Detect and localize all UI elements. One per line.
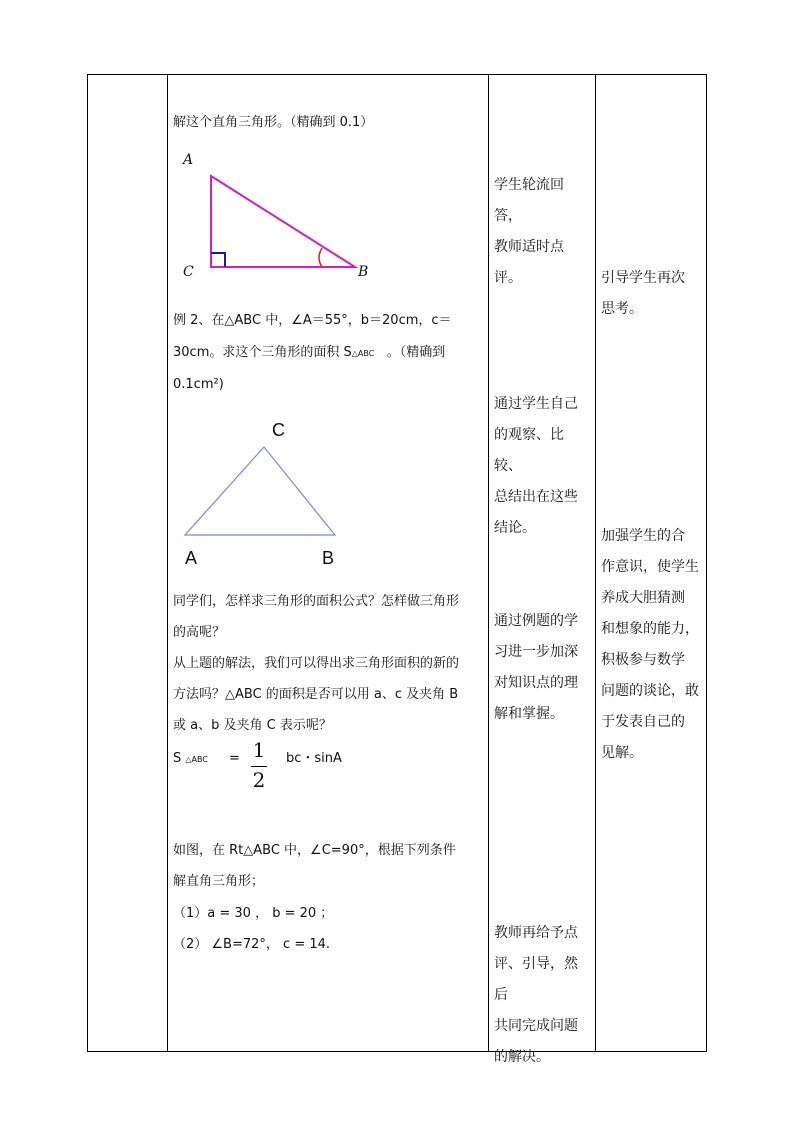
triangle2-label-b: B (322, 548, 335, 568)
col3-block4-line: 评、引导，然后 (494, 956, 578, 1003)
col3-block3-line: 对知识点的理 (494, 675, 578, 691)
col3-block1 (494, 170, 590, 294)
formula-equals: = (229, 751, 240, 766)
col4-block2-line: 养成大胆猜测 (601, 590, 685, 606)
col4-block1-line: 引导学生再次 (601, 270, 685, 286)
col3-block4-line: 的解决。 (494, 1049, 550, 1065)
col3-block1-line: 学生轮流回答， (494, 177, 564, 224)
table-top-border (87, 74, 707, 75)
col4-block2-line: 作意识，使学生 (601, 559, 699, 575)
col3-block4-line: 共同完成问题 (494, 1018, 578, 1034)
triangle2-figure (180, 440, 345, 540)
right-triangle-figure (170, 150, 390, 285)
table-col-border-1 (87, 74, 88, 1052)
angle-b-arc (319, 248, 322, 267)
col4-block1-line: 思考。 (601, 301, 643, 317)
question-line1: 同学们，怎样求三角形的面积公式？怎样做三角形 (173, 594, 460, 609)
col4-block2-line: 问题的谈论，敢 (601, 683, 699, 699)
col3-block2 (494, 389, 590, 544)
table-bottom-border (87, 1051, 707, 1052)
formula-s-letter: S (173, 751, 182, 766)
col3-block2-line: 通过学生自己 (494, 396, 578, 412)
example2-line1: 例 2、在△ABC 中，∠A＝55°，b＝20cm，c＝ (173, 313, 452, 328)
triangle2-label-c: C (272, 420, 285, 440)
col4-block2-line: 于发表自己的 (601, 714, 685, 730)
right-triangle-shape (211, 176, 355, 267)
col3-block4 (494, 918, 590, 1073)
question-line3: 从上题的解法，我们可以得出求三角形面积的新的 (173, 656, 460, 671)
exercise-item1: （1）a = 30 ， b = 20 ； (173, 906, 334, 921)
triangle1-label-b: B (358, 264, 369, 280)
formula-numerator: 1 (252, 738, 266, 762)
triangle1-label-a: A (183, 152, 194, 168)
right-angle-mark (211, 253, 225, 267)
formula-denominator: 2 (252, 768, 266, 792)
question-line4: 方法吗？△ABC 的面积是否可以用 a、c 及夹角 B (173, 687, 459, 702)
col4-block1 (601, 263, 701, 325)
triangle2-shape (185, 447, 335, 535)
formula-s (173, 743, 208, 776)
col4-block2-line: 积极参与数学 (601, 652, 685, 668)
triangle1-label-c: C (183, 264, 194, 280)
col4-block2 (601, 521, 701, 769)
col3-block2-line: 总结出在这些 (494, 489, 578, 505)
col4-block2-line: 见解。 (601, 745, 643, 761)
question-line2: 的高呢？ (173, 625, 226, 640)
example2-line2-post: 。（精确到 (386, 345, 446, 360)
col4-block2-line: 和想象的能力， (601, 621, 699, 637)
col3-block3 (494, 606, 590, 730)
example2-line3: 0.1cm²) (173, 377, 224, 392)
example2-line2-sub: △ABC (351, 349, 375, 358)
col3-block2-line: 的观察、比较、 (494, 427, 564, 474)
table-col-border-2 (167, 74, 168, 1052)
exercise-item2: （2） ∠B=72°， c = 14. (173, 937, 331, 952)
col3-block1-line: 教师适时点评。 (494, 239, 564, 286)
col3-block4-line: 教师再给予点 (494, 925, 578, 941)
col3-block3-line: 解和掌握。 (494, 706, 564, 722)
formula-tail: bc・sinA (286, 751, 342, 766)
table-col-border-3 (488, 74, 489, 1052)
formula-fraction-bar (251, 766, 267, 767)
question-line5: 或 a、b 及夹角 C 表示呢？ (173, 718, 332, 733)
table-col-border-4 (595, 74, 596, 1052)
intro-text: 解这个直角三角形。（精确到 0.1） (173, 115, 374, 130)
exercise-line2: 解直角三角形； (173, 874, 265, 889)
example2-line2-pre: 30cm。求这个三角形的面积 S (173, 345, 352, 360)
formula-sub: △ABC (185, 755, 208, 764)
col4-block2-line: 加强学生的合 (601, 528, 685, 544)
triangle2-label-a: A (185, 548, 198, 568)
table-col-border-5 (706, 74, 707, 1052)
example2-line2 (173, 337, 445, 370)
col3-block3-line: 通过例题的学 (494, 613, 578, 629)
col3-block3-line: 习进一步加深 (494, 644, 578, 660)
col3-block2-line: 结论。 (494, 520, 536, 536)
exercise-line1: 如图，在 Rt△ABC 中，∠C=90°，根据下列条件 (173, 843, 456, 858)
